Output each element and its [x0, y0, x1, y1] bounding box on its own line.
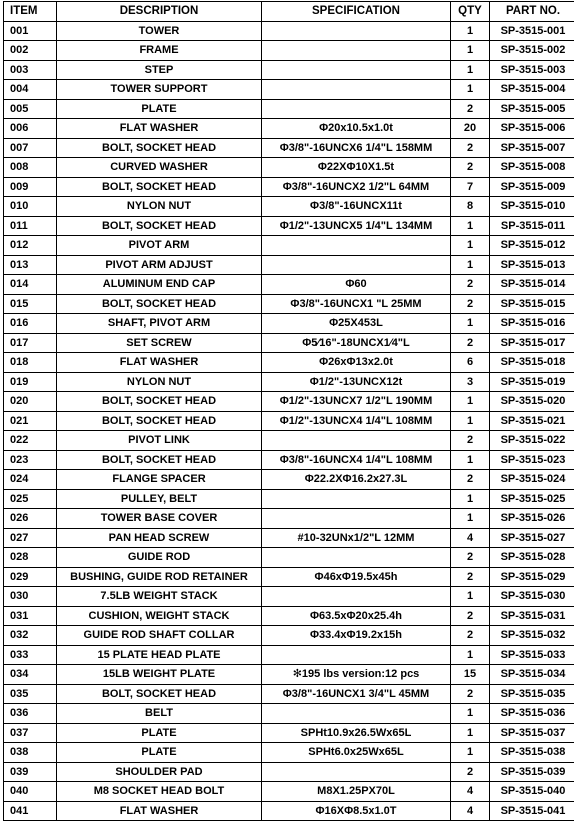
cell-description: NYLON NUT [57, 197, 262, 217]
cell-qty: 4 [451, 528, 490, 548]
cell-part-no: SP-3515-037 [490, 723, 574, 743]
cell-specification: Φ3/8"-16UNCX1 3/4"L 45MM [262, 684, 451, 704]
table-row [4, 509, 574, 529]
cell-qty: 2 [451, 762, 490, 782]
table-row [4, 626, 574, 646]
cell-specification [262, 236, 451, 256]
table-row [4, 431, 574, 451]
cell-specification: Φ60 [262, 275, 451, 295]
cell-specification: Φ3/8"-16UNCX11t [262, 197, 451, 217]
cell-item: 017 [4, 333, 57, 353]
cell-qty: 6 [451, 353, 490, 373]
table-row [4, 567, 574, 587]
cell-part-no: SP-3515-031 [490, 606, 574, 626]
cell-item: 030 [4, 587, 57, 607]
cell-item: 035 [4, 684, 57, 704]
cell-part-no: SP-3515-029 [490, 567, 574, 587]
cell-part-no: SP-3515-006 [490, 119, 574, 139]
cell-part-no: SP-3515-001 [490, 21, 574, 41]
cell-qty: 2 [451, 626, 490, 646]
cell-qty: 2 [451, 158, 490, 178]
cell-item: 029 [4, 567, 57, 587]
table-row [4, 275, 574, 295]
cell-specification: Φ63.5xΦ20x25.4h [262, 606, 451, 626]
cell-item: 019 [4, 372, 57, 392]
cell-qty: 2 [451, 294, 490, 314]
table-row [4, 801, 574, 821]
cell-specification [262, 80, 451, 100]
cell-specification [262, 99, 451, 119]
cell-item: 033 [4, 645, 57, 665]
cell-item: 031 [4, 606, 57, 626]
cell-part-no: SP-3515-016 [490, 314, 574, 334]
table-row [4, 489, 574, 509]
table-body [4, 21, 574, 821]
cell-item: 006 [4, 119, 57, 139]
cell-description: STEP [57, 60, 262, 80]
table-row [4, 138, 574, 158]
table-row [4, 392, 574, 412]
cell-part-no: SP-3515-009 [490, 177, 574, 197]
cell-qty: 1 [451, 80, 490, 100]
cell-qty: 1 [451, 236, 490, 256]
cell-part-no: SP-3515-019 [490, 372, 574, 392]
cell-item: 039 [4, 762, 57, 782]
cell-item: 037 [4, 723, 57, 743]
table-row [4, 314, 574, 334]
cell-description: GUIDE ROD [57, 548, 262, 568]
cell-part-no: SP-3515-018 [490, 353, 574, 373]
cell-part-no: SP-3515-030 [490, 587, 574, 607]
cell-part-no: SP-3515-020 [490, 392, 574, 412]
cell-part-no: SP-3515-041 [490, 801, 574, 821]
cell-qty: 1 [451, 645, 490, 665]
cell-qty: 20 [451, 119, 490, 139]
cell-part-no: SP-3515-010 [490, 197, 574, 217]
cell-item: 034 [4, 665, 57, 685]
cell-description: PIVOT ARM [57, 236, 262, 256]
table-row [4, 743, 574, 763]
cell-description: PAN HEAD SCREW [57, 528, 262, 548]
cell-specification: Φ22XΦ10X1.5t [262, 158, 451, 178]
cell-description: PULLEY, BELT [57, 489, 262, 509]
cell-description: FRAME [57, 41, 262, 61]
table-row [4, 255, 574, 275]
cell-specification [262, 41, 451, 61]
cell-specification [262, 431, 451, 451]
cell-description: 15LB WEIGHT PLATE [57, 665, 262, 685]
table-row [4, 528, 574, 548]
cell-specification [262, 548, 451, 568]
cell-specification: Φ1/2"-13UNCX7 1/2"L 190MM [262, 392, 451, 412]
header-qty: QTY [451, 2, 490, 22]
table-row [4, 450, 574, 470]
cell-qty: 1 [451, 723, 490, 743]
cell-qty: 1 [451, 60, 490, 80]
cell-description: NYLON NUT [57, 372, 262, 392]
table-row [4, 587, 574, 607]
cell-specification: Φ20x10.5x1.0t [262, 119, 451, 139]
cell-description: BOLT, SOCKET HEAD [57, 411, 262, 431]
cell-item: 025 [4, 489, 57, 509]
cell-qty: 1 [451, 392, 490, 412]
cell-item: 015 [4, 294, 57, 314]
table-row [4, 80, 574, 100]
cell-part-no: SP-3515-035 [490, 684, 574, 704]
cell-part-no: SP-3515-027 [490, 528, 574, 548]
cell-specification [262, 255, 451, 275]
cell-description: CUSHION, WEIGHT STACK [57, 606, 262, 626]
cell-item: 041 [4, 801, 57, 821]
cell-description: TOWER SUPPORT [57, 80, 262, 100]
cell-qty: 8 [451, 197, 490, 217]
cell-part-no: SP-3515-038 [490, 743, 574, 763]
table-row [4, 236, 574, 256]
cell-item: 014 [4, 275, 57, 295]
table-row [4, 606, 574, 626]
cell-qty: 4 [451, 782, 490, 802]
header-specification: SPECIFICATION [262, 2, 451, 22]
parts-list-table [3, 1, 574, 821]
table-row [4, 411, 574, 431]
table-row [4, 723, 574, 743]
table-row [4, 99, 574, 119]
cell-qty: 2 [451, 470, 490, 490]
cell-specification: Φ26xΦ13x2.0t [262, 353, 451, 373]
table-row [4, 645, 574, 665]
cell-specification [262, 21, 451, 41]
cell-qty: 1 [451, 704, 490, 724]
cell-part-no: SP-3515-008 [490, 158, 574, 178]
cell-description: BOLT, SOCKET HEAD [57, 684, 262, 704]
cell-specification: Φ3/8"-16UNCX2 1/2"L 64MM [262, 177, 451, 197]
cell-part-no: SP-3515-028 [490, 548, 574, 568]
cell-specification: Φ3/8"-16UNCX6 1/4"L 158MM [262, 138, 451, 158]
cell-part-no: SP-3515-011 [490, 216, 574, 236]
cell-part-no: SP-3515-013 [490, 255, 574, 275]
cell-specification: Φ1/2"-13UNCX12t [262, 372, 451, 392]
cell-description: PIVOT ARM ADJUST [57, 255, 262, 275]
cell-qty: 1 [451, 314, 490, 334]
cell-specification: Φ3/8"-16UNCX4 1/4"L 108MM [262, 450, 451, 470]
table-row [4, 333, 574, 353]
table-row [4, 158, 574, 178]
cell-part-no: SP-3515-021 [490, 411, 574, 431]
table-row [4, 353, 574, 373]
cell-specification [262, 60, 451, 80]
cell-specification: Φ25X453L [262, 314, 451, 334]
cell-qty: 2 [451, 548, 490, 568]
cell-item: 010 [4, 197, 57, 217]
cell-part-no: SP-3515-040 [490, 782, 574, 802]
cell-part-no: SP-3515-015 [490, 294, 574, 314]
table-row [4, 372, 574, 392]
cell-description: BOLT, SOCKET HEAD [57, 294, 262, 314]
cell-specification [262, 509, 451, 529]
cell-item: 022 [4, 431, 57, 451]
cell-qty: 2 [451, 567, 490, 587]
cell-specification: #10-32UNx1/2"L 12MM [262, 528, 451, 548]
cell-description: FLAT WASHER [57, 353, 262, 373]
cell-description: TOWER BASE COVER [57, 509, 262, 529]
cell-part-no: SP-3515-026 [490, 509, 574, 529]
cell-description: FLANGE SPACER [57, 470, 262, 490]
cell-description: BOLT, SOCKET HEAD [57, 177, 262, 197]
table-row [4, 470, 574, 490]
cell-qty: 1 [451, 587, 490, 607]
cell-qty: 2 [451, 684, 490, 704]
cell-description: SHOULDER PAD [57, 762, 262, 782]
cell-item: 040 [4, 782, 57, 802]
cell-description: 15 PLATE HEAD PLATE [57, 645, 262, 665]
cell-description: GUIDE ROD SHAFT COLLAR [57, 626, 262, 646]
cell-description: BOLT, SOCKET HEAD [57, 138, 262, 158]
table-row [4, 197, 574, 217]
cell-qty: 1 [451, 743, 490, 763]
cell-part-no: SP-3515-007 [490, 138, 574, 158]
cell-part-no: SP-3515-004 [490, 80, 574, 100]
table-row [4, 216, 574, 236]
cell-item: 028 [4, 548, 57, 568]
cell-item: 023 [4, 450, 57, 470]
header-item: ITEM [4, 2, 57, 22]
cell-specification [262, 489, 451, 509]
cell-qty: 15 [451, 665, 490, 685]
cell-qty: 2 [451, 275, 490, 295]
cell-qty: 1 [451, 489, 490, 509]
cell-specification: Φ1/2"-13UNCX4 1/4"L 108MM [262, 411, 451, 431]
cell-part-no: SP-3515-003 [490, 60, 574, 80]
cell-description: TOWER [57, 21, 262, 41]
cell-qty: 1 [451, 411, 490, 431]
cell-part-no: SP-3515-022 [490, 431, 574, 451]
cell-item: 005 [4, 99, 57, 119]
cell-qty: 2 [451, 333, 490, 353]
cell-specification [262, 704, 451, 724]
cell-item: 002 [4, 41, 57, 61]
cell-item: 013 [4, 255, 57, 275]
cell-description: M8 SOCKET HEAD BOLT [57, 782, 262, 802]
cell-specification: Φ22.2XΦ16.2x27.3L [262, 470, 451, 490]
cell-description: BELT [57, 704, 262, 724]
table-row [4, 684, 574, 704]
cell-part-no: SP-3515-039 [490, 762, 574, 782]
cell-description: SHAFT, PIVOT ARM [57, 314, 262, 334]
cell-item: 008 [4, 158, 57, 178]
cell-specification: SPHt10.9x26.5Wx65L [262, 723, 451, 743]
cell-description: FLAT WASHER [57, 801, 262, 821]
header-part-no: PART NO. [490, 2, 574, 22]
cell-item: 001 [4, 21, 57, 41]
cell-part-no: SP-3515-017 [490, 333, 574, 353]
cell-qty: 4 [451, 801, 490, 821]
cell-specification: Φ5⁄16"-18UNCX1⁄4"L [262, 333, 451, 353]
table-row [4, 294, 574, 314]
cell-qty: 2 [451, 138, 490, 158]
cell-specification: Φ16XΦ8.5x1.0T [262, 801, 451, 821]
cell-specification: M8X1.25PX70L [262, 782, 451, 802]
cell-description: PLATE [57, 723, 262, 743]
table-row [4, 21, 574, 41]
cell-item: 032 [4, 626, 57, 646]
cell-qty: 1 [451, 509, 490, 529]
cell-description: ALUMINUM END CAP [57, 275, 262, 295]
cell-part-no: SP-3515-002 [490, 41, 574, 61]
cell-item: 027 [4, 528, 57, 548]
cell-description: BUSHING, GUIDE ROD RETAINER [57, 567, 262, 587]
table-row [4, 665, 574, 685]
cell-description: PLATE [57, 743, 262, 763]
table-row [4, 41, 574, 61]
cell-specification: Φ3/8"-16UNCX1 "L 25MM [262, 294, 451, 314]
cell-description: PLATE [57, 99, 262, 119]
cell-qty: 1 [451, 41, 490, 61]
cell-part-no: SP-3515-033 [490, 645, 574, 665]
cell-part-no: SP-3515-034 [490, 665, 574, 685]
cell-specification: Φ46xΦ19.5x45h [262, 567, 451, 587]
cell-part-no: SP-3515-005 [490, 99, 574, 119]
cell-part-no: SP-3515-014 [490, 275, 574, 295]
cell-item: 009 [4, 177, 57, 197]
cell-part-no: SP-3515-012 [490, 236, 574, 256]
cell-description: PIVOT LINK [57, 431, 262, 451]
cell-part-no: SP-3515-036 [490, 704, 574, 724]
cell-description: CURVED WASHER [57, 158, 262, 178]
cell-qty: 1 [451, 255, 490, 275]
cell-specification [262, 762, 451, 782]
table-row [4, 782, 574, 802]
cell-specification [262, 587, 451, 607]
table-row [4, 119, 574, 139]
cell-part-no: SP-3515-025 [490, 489, 574, 509]
cell-specification: ✻195 lbs version:12 pcs [262, 665, 451, 685]
cell-specification: SPHt6.0x25Wx65L [262, 743, 451, 763]
cell-specification [262, 645, 451, 665]
cell-item: 036 [4, 704, 57, 724]
cell-specification: Φ33.4xΦ19.2x15h [262, 626, 451, 646]
cell-qty: 2 [451, 431, 490, 451]
table-row [4, 177, 574, 197]
cell-item: 021 [4, 411, 57, 431]
cell-description: FLAT WASHER [57, 119, 262, 139]
cell-item: 024 [4, 470, 57, 490]
cell-item: 020 [4, 392, 57, 412]
table-row [4, 548, 574, 568]
cell-item: 007 [4, 138, 57, 158]
cell-qty: 1 [451, 216, 490, 236]
cell-item: 018 [4, 353, 57, 373]
cell-part-no: SP-3515-024 [490, 470, 574, 490]
cell-qty: 7 [451, 177, 490, 197]
cell-item: 012 [4, 236, 57, 256]
cell-description: 7.5LB WEIGHT STACK [57, 587, 262, 607]
cell-part-no: SP-3515-032 [490, 626, 574, 646]
cell-item: 026 [4, 509, 57, 529]
cell-part-no: SP-3515-023 [490, 450, 574, 470]
cell-description: BOLT, SOCKET HEAD [57, 216, 262, 236]
table-header [4, 2, 574, 22]
cell-item: 004 [4, 80, 57, 100]
cell-qty: 2 [451, 99, 490, 119]
cell-qty: 1 [451, 450, 490, 470]
header-row [4, 2, 574, 22]
cell-description: BOLT, SOCKET HEAD [57, 392, 262, 412]
cell-description: SET SCREW [57, 333, 262, 353]
cell-item: 011 [4, 216, 57, 236]
cell-description: BOLT, SOCKET HEAD [57, 450, 262, 470]
cell-item: 038 [4, 743, 57, 763]
cell-qty: 1 [451, 21, 490, 41]
table-row [4, 704, 574, 724]
table-row [4, 60, 574, 80]
cell-item: 016 [4, 314, 57, 334]
cell-qty: 3 [451, 372, 490, 392]
table-row [4, 762, 574, 782]
cell-specification: Φ1/2"-13UNCX5 1/4"L 134MM [262, 216, 451, 236]
cell-qty: 2 [451, 606, 490, 626]
header-description: DESCRIPTION [57, 2, 262, 22]
cell-item: 003 [4, 60, 57, 80]
